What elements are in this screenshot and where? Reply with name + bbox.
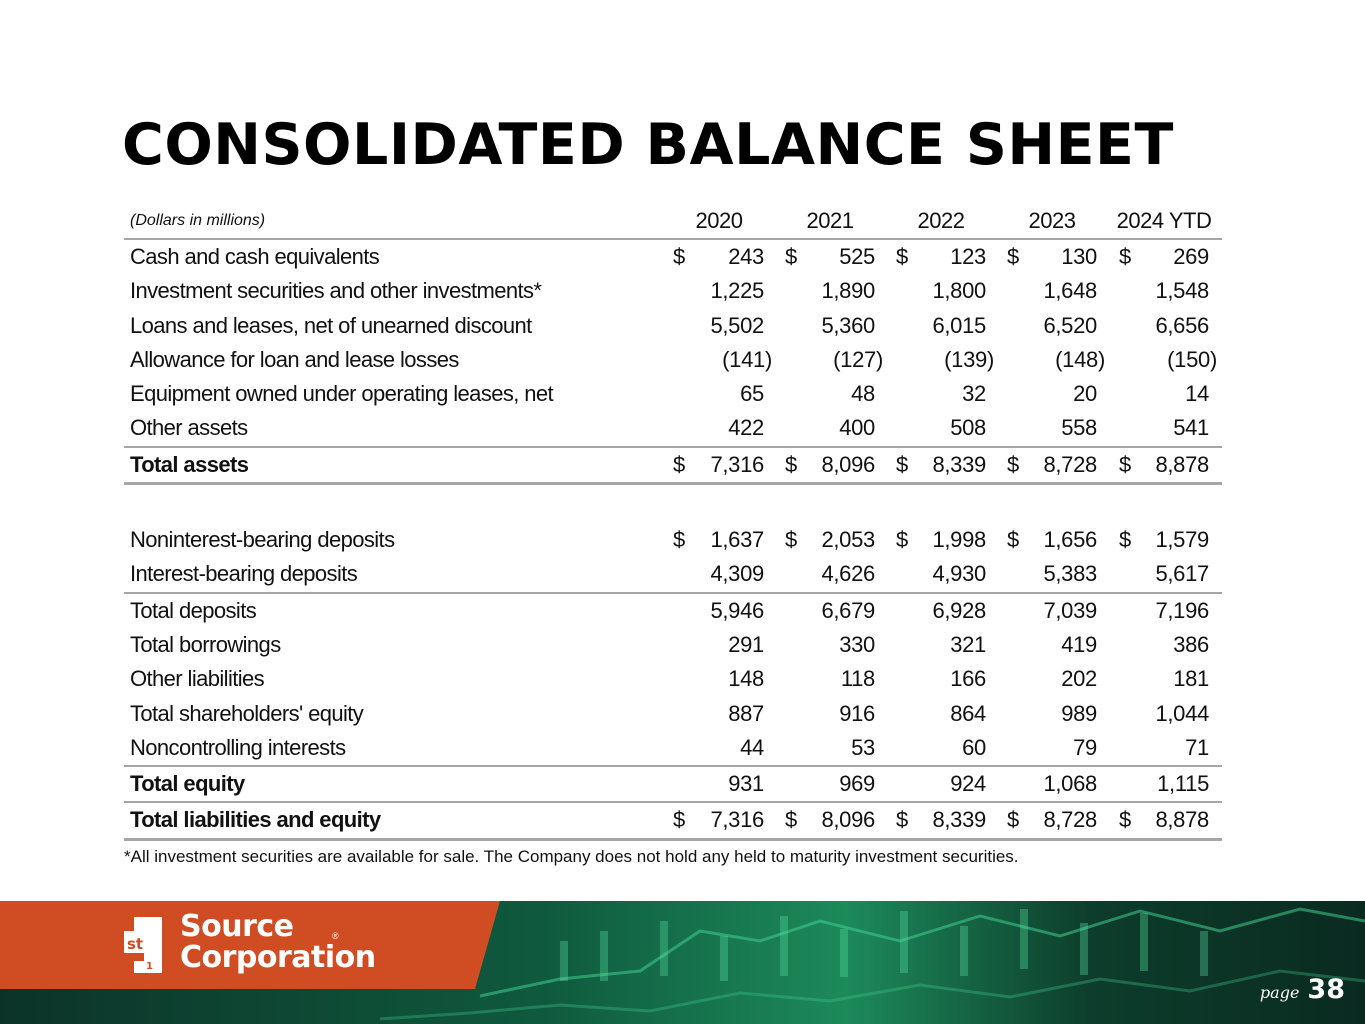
cell-value: 148: [728, 666, 764, 692]
row-label: Total liabilities and equity: [130, 807, 381, 833]
cell-value: 989: [1061, 700, 1097, 726]
year-header: 2020: [695, 208, 743, 233]
currency-symbol: $: [1119, 451, 1132, 477]
cell-value: 5,360: [821, 312, 875, 338]
cell-value: 2,053: [821, 527, 875, 553]
currency-symbol: $: [1007, 451, 1020, 477]
cell-value: 8,339: [932, 451, 986, 477]
cell-value: 8,728: [1043, 451, 1097, 477]
currency-symbol: $: [896, 244, 909, 269]
year-header: 2021: [806, 208, 854, 233]
logo-1st-mark-icon: [124, 917, 174, 973]
svg-text:st: st: [127, 935, 144, 953]
cell-value: (127): [833, 346, 883, 372]
row-label: Investment securities and other investments*: [130, 278, 542, 304]
table-row: [124, 731, 1222, 765]
cell-value: 44: [740, 734, 764, 760]
cell-value: 419: [1061, 631, 1097, 657]
cell-value: 1,800: [932, 278, 986, 304]
row-label: Loans and leases, net of unearned discount: [130, 312, 532, 338]
cell-value: 4,930: [932, 561, 986, 587]
cell-value: 5,383: [1043, 561, 1097, 587]
unit-label: (Dollars in millions): [130, 212, 266, 229]
cell-value: 6,679: [821, 597, 875, 623]
cell-value: 202: [1061, 666, 1097, 692]
cell-value: 243: [728, 244, 764, 269]
row-label: Total shareholders' equity: [130, 700, 364, 726]
table-row: [124, 594, 1222, 628]
page-number: [1260, 974, 1345, 1005]
cell-value: 48: [851, 381, 875, 407]
cell-value: 4,626: [821, 561, 875, 587]
currency-symbol: $: [673, 527, 686, 553]
cell-value: 20: [1073, 381, 1097, 407]
cell-value: (148): [1055, 346, 1105, 372]
cell-value: 6,520: [1043, 312, 1097, 338]
cell-value: 181: [1173, 666, 1209, 692]
cell-value: 14: [1185, 381, 1209, 407]
page-title: CONSOLIDATED BALANCE SHEET: [122, 112, 1174, 178]
cell-value: 422: [728, 415, 764, 441]
logo-wordmark: [180, 911, 376, 973]
cell-value: 6,015: [932, 312, 986, 338]
table-row: [124, 523, 1222, 557]
table-row: [124, 309, 1222, 343]
currency-symbol: $: [1119, 527, 1132, 553]
currency-symbol: $: [1007, 244, 1020, 269]
cell-value: 5,502: [710, 312, 764, 338]
svg-text:1: 1: [146, 961, 153, 972]
total-assets-row: [124, 448, 1222, 482]
cell-value: 916: [839, 700, 875, 726]
cell-value: 541: [1173, 415, 1209, 441]
cell-value: 8,878: [1155, 451, 1209, 477]
row-label: Noncontrolling interests: [130, 734, 346, 760]
currency-symbol: $: [673, 244, 686, 269]
section-spacer: [124, 485, 1222, 523]
total-assets-section: [124, 446, 1222, 485]
cell-value: 32: [962, 381, 986, 407]
cell-value: 123: [950, 244, 986, 269]
table-header-row: [124, 203, 1222, 238]
table-row: [124, 662, 1222, 696]
row-label: Total borrowings: [130, 631, 281, 657]
cell-value: 269: [1173, 244, 1209, 269]
cell-value: 79: [1073, 734, 1097, 760]
liabilities-section: [124, 592, 1222, 765]
cell-value: (141): [722, 346, 772, 372]
currency-symbol: $: [673, 807, 686, 833]
cell-value: 1,648: [1043, 278, 1097, 304]
cell-value: 525: [839, 244, 875, 269]
cell-value: 8,878: [1155, 807, 1209, 833]
cell-value: 1,637: [710, 527, 764, 553]
footnote: *All investment securities are available for sale. The Company does not hold any held to maturity investment securities.: [124, 847, 1019, 866]
table-row: [124, 240, 1222, 274]
cell-value: 1,225: [710, 278, 764, 304]
cell-value: 321: [950, 631, 986, 657]
cell-value: 969: [839, 771, 875, 797]
cell-value: 1,068: [1043, 771, 1097, 797]
table-row: [124, 377, 1222, 411]
row-label: Other assets: [130, 415, 248, 441]
currency-symbol: $: [673, 451, 686, 477]
currency-symbol: $: [896, 527, 909, 553]
page-number-value: 38: [1307, 974, 1345, 1005]
cell-value: 65: [740, 381, 764, 407]
cell-value: 118: [840, 666, 875, 692]
deposits-section: [124, 523, 1222, 592]
cell-value: 8,096: [821, 807, 875, 833]
cell-value: 291: [728, 631, 764, 657]
currency-symbol: $: [785, 244, 798, 269]
total-liabilities-equity-section: [124, 801, 1222, 840]
cell-value: 386: [1173, 631, 1209, 657]
row-label: Equipment owned under operating leases, net: [130, 381, 554, 407]
footer-banner: [0, 901, 1365, 1024]
cell-value: 71: [1185, 734, 1209, 760]
cell-value: 1,656: [1043, 527, 1097, 553]
cell-value: 8,096: [821, 451, 875, 477]
currency-symbol: $: [896, 451, 909, 477]
currency-symbol: $: [1119, 807, 1132, 833]
currency-symbol: $: [785, 527, 798, 553]
cell-value: 8,728: [1043, 807, 1097, 833]
table-row: [124, 557, 1222, 591]
table-row: [124, 274, 1222, 308]
cell-value: 130: [1061, 244, 1097, 269]
cell-value: 400: [839, 415, 875, 441]
cell-value: 1,115: [1157, 771, 1209, 797]
row-label: Total assets: [130, 451, 249, 477]
total-equity-section: [124, 765, 1222, 801]
cell-value: 5,946: [710, 597, 764, 623]
row-label: Noninterest-bearing deposits: [130, 527, 395, 553]
cell-value: 53: [851, 734, 875, 760]
cell-value: 508: [950, 415, 986, 441]
row-label: Total equity: [130, 771, 245, 797]
logo-line1: Source: [180, 909, 294, 944]
assets-section: [124, 238, 1222, 446]
row-label: Total deposits: [130, 597, 257, 623]
currency-symbol: $: [1119, 244, 1132, 269]
row-label: Allowance for loan and lease losses: [130, 346, 459, 372]
cell-value: 330: [839, 631, 875, 657]
cell-value: 6,656: [1155, 312, 1209, 338]
cell-value: 887: [728, 700, 764, 726]
year-header: 2022: [917, 208, 965, 233]
cell-value: 931: [728, 771, 764, 797]
registered-mark: ®: [332, 931, 339, 941]
balance-sheet-table: [124, 203, 1222, 841]
row-label: Other liabilities: [130, 666, 265, 692]
cell-value: 1,998: [932, 527, 986, 553]
cell-value: 7,039: [1043, 597, 1097, 623]
cell-value: 864: [950, 700, 986, 726]
cell-value: 166: [950, 666, 986, 692]
year-header: 2024 YTD: [1116, 208, 1212, 233]
logo-line2: Corporation: [180, 940, 376, 975]
cell-value: (139): [944, 346, 994, 372]
cell-value: 6,928: [932, 597, 986, 623]
cell-value: 1,548: [1155, 278, 1209, 304]
currency-symbol: $: [896, 807, 909, 833]
cell-value: 1,890: [821, 278, 875, 304]
cell-value: 8,339: [932, 807, 986, 833]
row-label: Cash and cash equivalents: [130, 244, 380, 269]
cell-value: (150): [1167, 346, 1217, 372]
cell-value: 924: [950, 771, 986, 797]
currency-symbol: $: [785, 451, 798, 477]
year-header: 2023: [1028, 208, 1076, 233]
cell-value: 558: [1061, 415, 1097, 441]
currency-symbol: $: [1007, 807, 1020, 833]
row-label: Interest-bearing deposits: [130, 561, 358, 587]
currency-symbol: $: [785, 807, 798, 833]
cell-value: 60: [962, 734, 986, 760]
cell-value: 1,044: [1155, 700, 1209, 726]
cell-value: 1,579: [1155, 527, 1209, 553]
table-row: [124, 411, 1222, 445]
page-prefix: page: [1259, 983, 1300, 1002]
table-row: [124, 343, 1222, 377]
currency-symbol: $: [1007, 527, 1020, 553]
cell-value: 7,316: [710, 807, 764, 833]
total-liabilities-equity-row: [124, 803, 1222, 837]
cell-value: 5,617: [1155, 561, 1209, 587]
total-equity-row: [124, 767, 1222, 801]
table-row: [124, 628, 1222, 662]
cell-value: 7,196: [1155, 597, 1209, 623]
cell-value: 7,316: [710, 451, 764, 477]
table-row: [124, 697, 1222, 731]
cell-value: 4,309: [710, 561, 764, 587]
